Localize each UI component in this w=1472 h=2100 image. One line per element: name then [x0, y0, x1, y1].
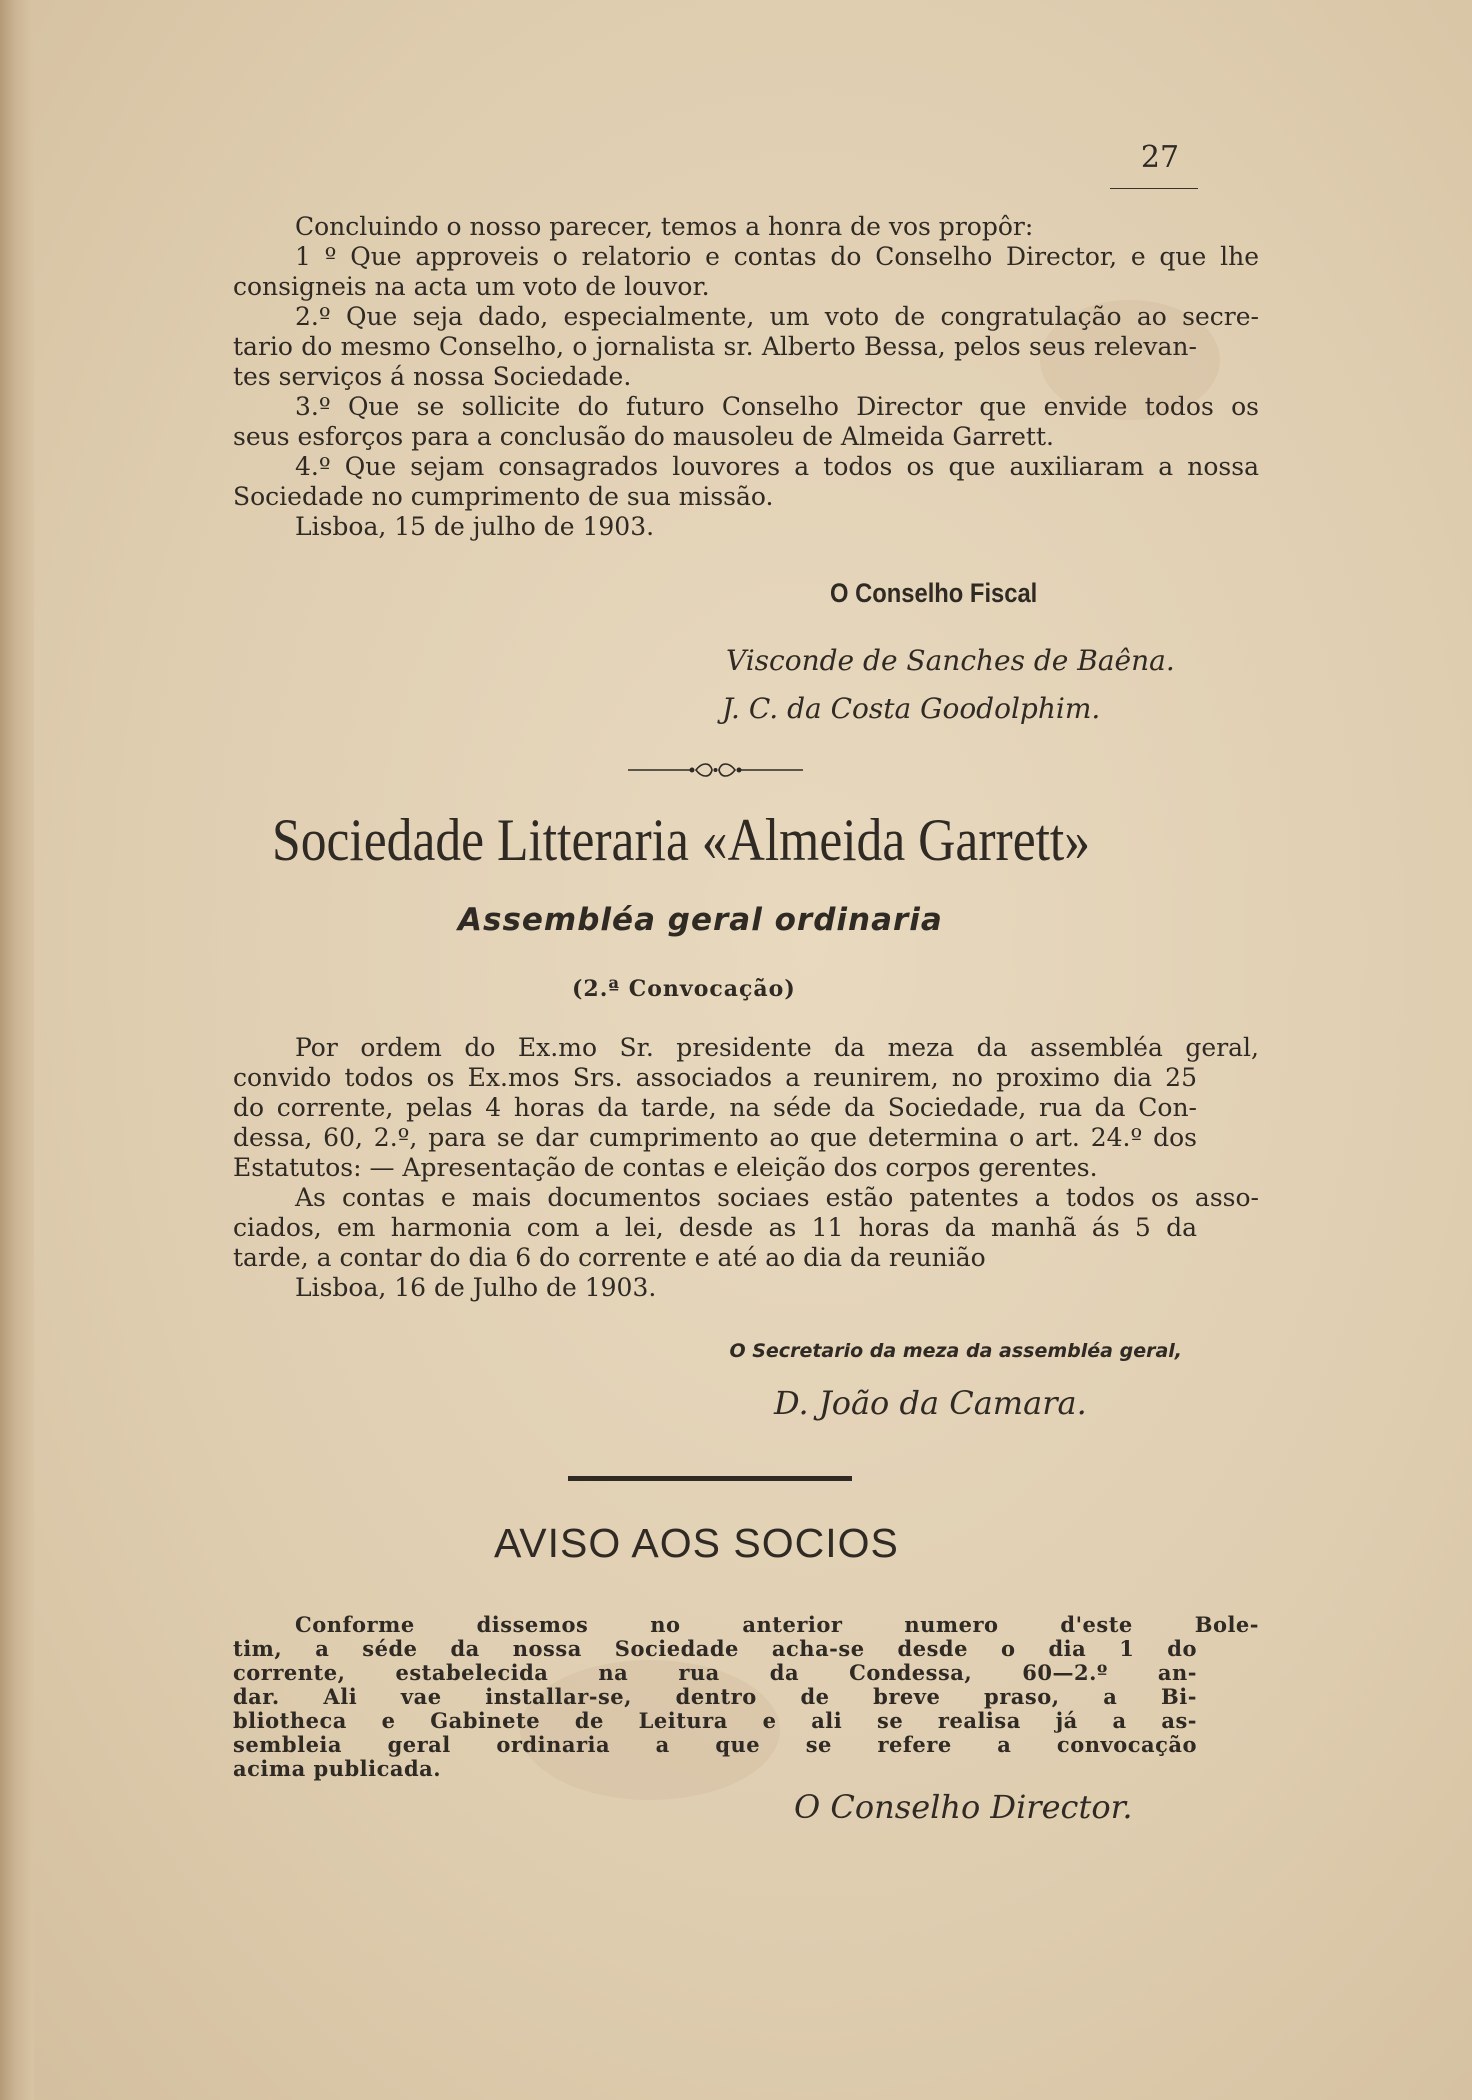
report-line: tes serviços á nossa Sociedade.	[233, 362, 632, 391]
page-number: 27	[1140, 140, 1180, 175]
notice-line: corrente, estabelecida na rua da Condessa, 60—2.º an-	[233, 1661, 1197, 1685]
report-line: 3.º Que se sollicite do futuro Conselho Director que envide todos os	[295, 392, 1259, 421]
assembly-line: convido todos os Ex.mos Srs. associados a reunirem, no proximo dia 25	[233, 1063, 1197, 1092]
fiscal-council-heading: O Conselho Fiscal	[830, 578, 1038, 608]
society-title: Sociedade Litteraria «Almeida Garrett»	[272, 807, 1091, 873]
report-line: tario do mesmo Conselho, o jornalista sr. Alberto Bessa, pelos seus relevan-	[233, 332, 1197, 361]
assembly-date: Lisboa, 16 de Julho de 1903.	[295, 1273, 657, 1302]
ornament-divider	[628, 758, 803, 782]
assembly-line: Estatutos: — Apresentação de contas e eleição dos corpos gerentes.	[233, 1153, 1098, 1182]
notice-title: AVISO AOS SOCIOS	[494, 1520, 899, 1566]
signatory-baena: Visconde de Sanches de Baêna.	[726, 644, 1175, 677]
report-line: Sociedade no cumprimento de sua missão.	[233, 482, 774, 511]
page-number-rule	[1110, 188, 1198, 189]
assembly-line: As contas e mais documentos sociaes estão patentes a todos os asso-	[295, 1183, 1259, 1212]
assembly-line: tarde, a contar do dia 6 do corrente e até ao dia da reunião	[233, 1243, 986, 1272]
secretary-label: O Secretario da meza da assembléa geral,	[729, 1340, 1182, 1362]
report-line: Concluindo o nosso parecer, temos a honra de vos propôr:	[295, 212, 1034, 241]
report-line: seus esforços para a conclusão do mausoleu de Almeida Garrett.	[233, 422, 1054, 451]
assembly-line: dessa, 60, 2.º, para se dar cumprimento ao que determina o art. 24.º dos	[233, 1123, 1197, 1152]
assembly-line: Por ordem do Ex.mo Sr. presidente da meza da assembléa geral,	[295, 1033, 1259, 1062]
assembly-title: Assembléa geral ordinaria	[458, 902, 943, 938]
secretary-signature: D. João da Camara.	[774, 1384, 1087, 1422]
section-divider	[568, 1476, 852, 1481]
report-line: 4.º Que sejam consagrados louvores a todos os que auxiliaram a nossa	[295, 452, 1259, 481]
report-line: consigneis na acta um voto de louvor.	[233, 272, 710, 301]
director-council-signature: O Conselho Director.	[794, 1788, 1133, 1826]
report-line: 2.º Que seja dado, especialmente, um voto de congratulação ao secre-	[295, 302, 1259, 331]
notice-line: dar. Ali vae installar-se, dentro de breve praso, a Bi-	[233, 1685, 1197, 1709]
assembly-line: do corrente, pelas 4 horas da tarde, na séde da Sociedade, rua da Con-	[233, 1093, 1197, 1122]
book-spine	[0, 0, 34, 2100]
assembly-line: ciados, em harmonia com a lei, desde as 11 horas da manhã ás 5 da	[233, 1213, 1197, 1242]
notice-line: tim, a séde da nossa Sociedade acha-se desde o dia 1 do	[233, 1637, 1197, 1661]
notice-line: bliotheca e Gabinete de Leitura e ali se realisa já a as-	[233, 1709, 1197, 1733]
notice-line: sembleia geral ordinaria a que se refere a convocação	[233, 1733, 1197, 1757]
signatory-goodolphim: J. C. da Costa Goodolphim.	[722, 692, 1101, 725]
report-date: Lisboa, 15 de julho de 1903.	[295, 512, 655, 541]
convocation-label: (2.ª Convocação)	[572, 976, 796, 1002]
report-line: 1 º Que approveis o relatorio e contas do Conselho Director, e que lhe	[295, 242, 1259, 271]
notice-line: Conforme dissemos no anterior numero d'este Bole-	[295, 1613, 1259, 1637]
notice-line: acima publicada.	[233, 1757, 442, 1781]
